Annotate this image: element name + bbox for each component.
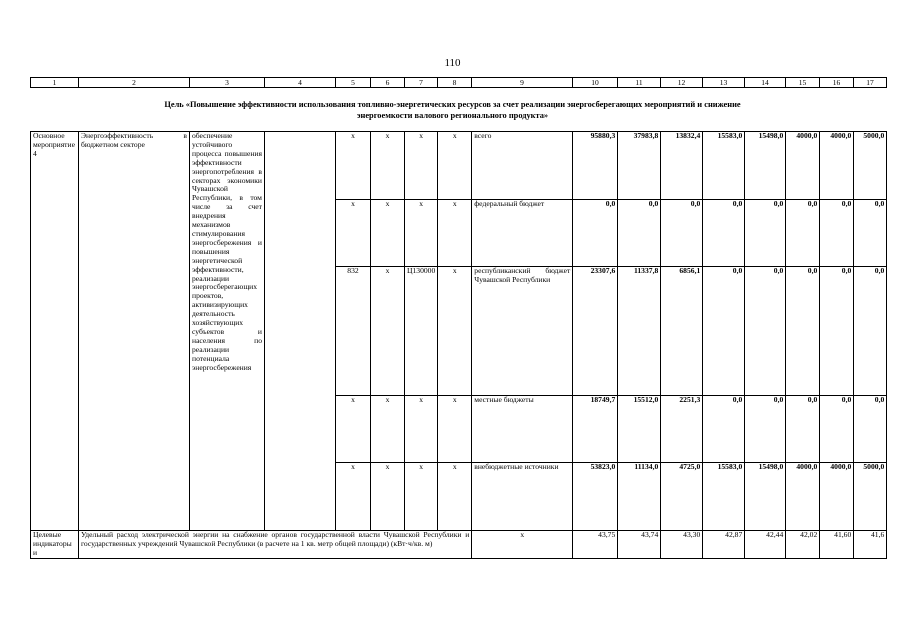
column-number-cell: 15: [786, 78, 820, 88]
value-cell: 0,0: [703, 267, 745, 395]
value-cell: 18749,7: [573, 395, 618, 463]
column-number-cell: 3: [190, 78, 265, 88]
value-cell: 37983,8: [618, 132, 661, 200]
column-number-row: [30, 77, 887, 88]
value-cell: 0,0: [703, 395, 745, 463]
column-number-cell: 6: [371, 78, 405, 88]
value-cell: 5000,0: [854, 463, 887, 531]
value-cell: 4000,0: [820, 132, 854, 200]
indicator-row: [31, 531, 887, 559]
code-cell: x: [405, 199, 438, 267]
value-cell: 0,0: [786, 395, 820, 463]
value-cell: 0,0: [854, 199, 887, 267]
event-type-cell: [31, 132, 79, 531]
value-cell: 2251,3: [661, 395, 703, 463]
funding-source: федеральный бюджет: [472, 199, 573, 267]
column-number-cell: 9: [472, 78, 573, 88]
indicator-value: 41,60: [820, 531, 854, 559]
code-cell: x: [405, 132, 438, 200]
value-cell: 15583,0: [703, 463, 745, 531]
funding-source: местные бюджеты: [472, 395, 573, 463]
column-number-cell: 13: [703, 78, 745, 88]
code-cell: x: [336, 199, 371, 267]
indicator-mark: x: [472, 531, 573, 559]
value-cell: 4000,0: [786, 132, 820, 200]
value-cell: 0,0: [745, 395, 786, 463]
indicator-value: 41,6: [854, 531, 887, 559]
value-cell: 4000,0: [786, 463, 820, 531]
column-number-cell: 12: [661, 78, 703, 88]
column-number-cell: 2: [79, 78, 190, 88]
code-cell: x: [371, 132, 405, 200]
empty-cell: [265, 132, 336, 531]
code-cell: x: [438, 267, 472, 395]
code-cell: Ц130000: [405, 267, 438, 395]
code-cell: x: [336, 395, 371, 463]
page-number: 110: [444, 57, 461, 69]
event-name: Энергоэффективность в бюджетном секторе: [81, 131, 187, 149]
column-number-cell: 17: [854, 78, 887, 88]
event-type: Основное мероприятие 4: [33, 131, 75, 158]
value-cell: 0,0: [661, 199, 703, 267]
indicator-value: 43,30: [661, 531, 703, 559]
indicator-value: 42,44: [745, 531, 786, 559]
funding-source: всего: [472, 132, 573, 200]
code-cell: 832: [336, 267, 371, 395]
indicator-label: Целевые индикаторы и: [33, 530, 72, 557]
event-name-cell: [79, 132, 190, 531]
value-cell: 6856,1: [661, 267, 703, 395]
value-cell: 4725,0: [661, 463, 703, 531]
value-cell: 15498,0: [745, 463, 786, 531]
funding-source: внебюджетные источники: [472, 463, 573, 531]
code-cell: x: [371, 199, 405, 267]
indicator-text: Удельный расход электрической энергии на снабжение органов государственной власти Чувашской Республики и государственных учреждений Чувашской Республики (в расчете на 1 кв. метр общей площади) (кВт·ч/кв. м): [81, 530, 470, 548]
value-cell: 15583,0: [703, 132, 745, 200]
value-cell: 11134,0: [618, 463, 661, 531]
value-cell: 0,0: [854, 395, 887, 463]
code-cell: x: [371, 267, 405, 395]
value-cell: 0,0: [820, 267, 854, 395]
value-cell: 95880,3: [573, 132, 618, 200]
value-cell: 15498,0: [745, 132, 786, 200]
code-cell: x: [438, 132, 472, 200]
value-cell: 23307,6: [573, 267, 618, 395]
program-table: [30, 131, 887, 559]
column-number-cell: 14: [745, 78, 786, 88]
code-cell: x: [405, 395, 438, 463]
column-number-cell: 8: [438, 78, 472, 88]
indicator-value: 43,74: [618, 531, 661, 559]
value-cell: 0,0: [820, 395, 854, 463]
goal-heading: Цель «Повышение эффективности использования топливно-энергетических ресурсов за счет реализации энергосберегающих мероприятий и снижение энергоемкости валового регионального продукта»: [164, 100, 741, 120]
value-cell: 13832,4: [661, 132, 703, 200]
indicator-value: 43,75: [573, 531, 618, 559]
value-cell: 0,0: [745, 267, 786, 395]
value-cell: 0,0: [573, 199, 618, 267]
value-cell: 15512,0: [618, 395, 661, 463]
column-number-cell: 4: [265, 78, 336, 88]
indicator-label-cell: [31, 531, 79, 559]
value-cell: 0,0: [703, 199, 745, 267]
indicator-text-cell: [79, 531, 472, 559]
event-description: обеспечение устойчивого процесса повышения эффективности энергопотребления в секторах экономики Чувашской Республики, в том числе за счет внедрения механизмов стимулирования энергосбережения и повышения энергетической эффективности, реализации энергосберегающих проектов, активизирующих деятельность хозяйствующих субъектов и населения по реализации потенциала энергосбережения: [192, 131, 262, 372]
column-number-cell: 5: [336, 78, 371, 88]
value-cell: 0,0: [786, 267, 820, 395]
column-number-cell: 1: [31, 78, 79, 88]
code-cell: x: [438, 395, 472, 463]
code-cell: x: [438, 199, 472, 267]
value-cell: 4000,0: [820, 463, 854, 531]
column-number-cell: 16: [820, 78, 854, 88]
value-cell: 11337,8: [618, 267, 661, 395]
column-number-cell: 7: [405, 78, 438, 88]
indicator-value: 42,87: [703, 531, 745, 559]
value-cell: 0,0: [786, 199, 820, 267]
code-cell: x: [405, 463, 438, 531]
code-cell: x: [336, 463, 371, 531]
event-description-cell: [190, 132, 265, 531]
value-cell: 0,0: [618, 199, 661, 267]
value-cell: 5000,0: [854, 132, 887, 200]
value-cell: 0,0: [745, 199, 786, 267]
column-number-cell: 11: [618, 78, 661, 88]
value-cell: 53823,0: [573, 463, 618, 531]
indicator-value: 42,02: [786, 531, 820, 559]
event-row-1: [31, 132, 887, 200]
value-cell: 0,0: [820, 199, 854, 267]
value-cell: 0,0: [854, 267, 887, 395]
column-number-cell: 10: [573, 78, 618, 88]
code-cell: x: [438, 463, 472, 531]
code-cell: x: [371, 463, 405, 531]
code-cell: x: [336, 132, 371, 200]
code-cell: x: [371, 395, 405, 463]
funding-source: республиканский бюджет Чувашской Республики: [472, 267, 573, 395]
